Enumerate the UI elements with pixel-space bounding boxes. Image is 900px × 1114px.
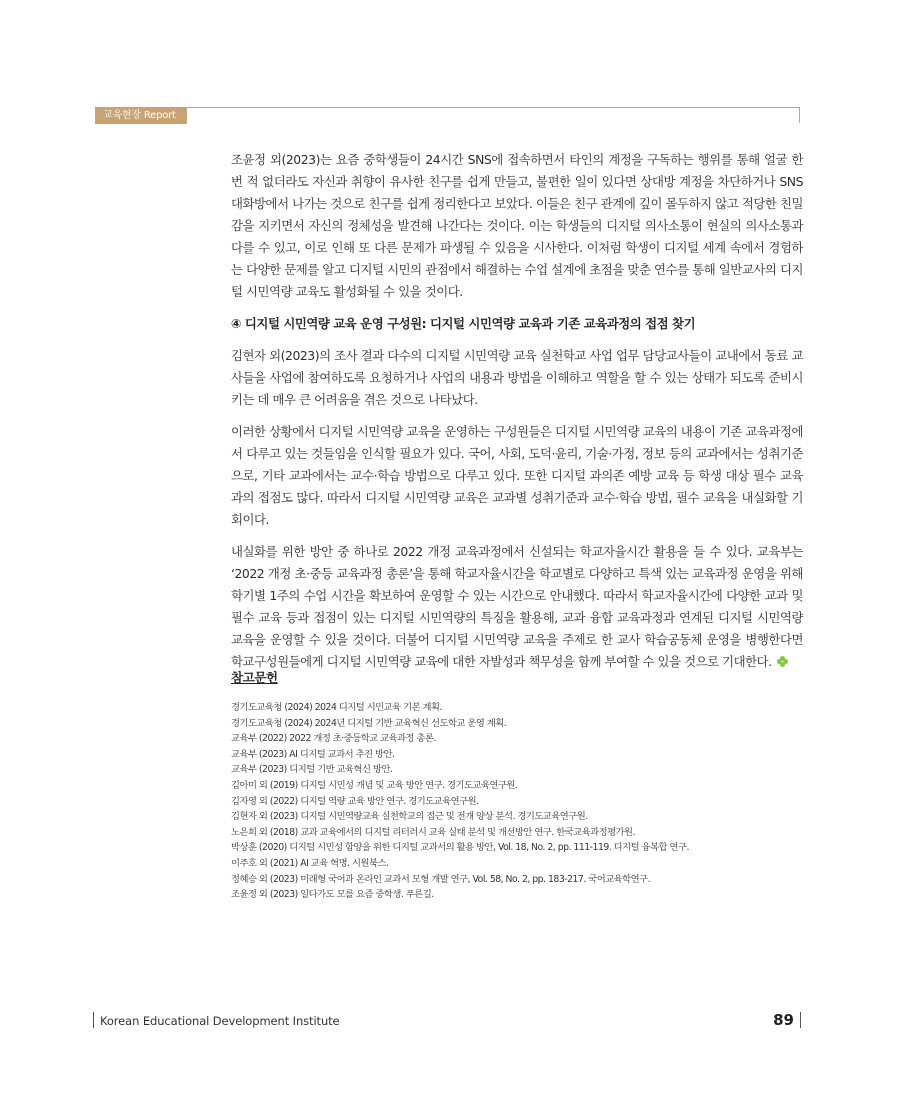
paragraph: 이러한 상황에서 디지털 시민역량 교육을 운영하는 구성원들은 디지털 시민역량 교육의 내용이 기존 교육과정에서 다루고 있는 것들임을 인식할 필요가 있다. 국어, 사회, 도덕·윤리, 기술·가정, 정보 등의 교과에서는 성취기준으로, 기타 교과에서는 교수·학습 방법으로 다루고 있다. 또한 디지털 과의존 예방 교육 등 학생 대상 필수 교육과의 접점도 많다. 따라서 디지털 시민역량 교육은 교과별 성취기준과 교수·학습 방법, 필수 교육을 내실화할 기회이다. (231, 424, 803, 527)
references-title: 참고문헌 (231, 670, 278, 685)
reference-item: 경기도교육청 (2024) 2024년 디지털 기반 교육혁신 선도학교 운영 계획. (231, 717, 507, 729)
clover-icon (776, 655, 789, 668)
references-section (231, 668, 803, 903)
header-rule-end (799, 107, 800, 123)
reference-item: 교육부 (2023) AI 디지털 교과서 추진 방안. (231, 748, 395, 760)
footer-rule-right (800, 1012, 801, 1028)
reference-item: 교육부 (2023) 디지털 기반 교육혁신 방안. (231, 764, 393, 776)
paragraph: 조윤정 외(2023)는 요즘 중학생들이 24시간 SNS에 접속하면서 타인의 계정을 구독하는 행위를 통해 얼굴 한 번 적 없더라도 자신과 취향이 유사한 친구를 쉽게 만들고, 불편한 일이 있다면 상대방 계정을 차단하거나 SNS 대화방에서 나가는 것으로 친구를 쉽게 정리한다고 보았다. 이들은 친구 관계에 깊이 몰두하지 않고 적당한 친밀감을 지키면서 자신의 정체성을 발견해 나간다는 것이다. 이는 학생들의 디지털 의사소통이 현실의 의사소통과 다를 수 있고, 이로 인해 또 다른 문제가 파생될 수 있음을 시사한다. 이처럼 학생이 디지털 세계 속에서 경험하는 다양한 문제를 알고 디지털 시민의 관점에서 해결하는 수업 설계에 초점을 맞춘 연수를 통해 일반교사의 디지털 시민역량 교육도 활성화될 수 있을 것이다. (231, 152, 803, 299)
article-body (231, 149, 803, 683)
paragraph-last-text: 내실화를 위한 방안 중 하나로 2022 개정 교육과정에서 신설되는 학교자율시간 활용을 들 수 있다. 교육부는 ‘2022 개정 초·중등 교육과정 총론’을 통해 학교자율시간을 학교별로 다양하고 특색 있는 교육과정 운영을 위해 학기별 1주의 수업 시간을 확보하여 운영할 수 있는 시간으로 안내했다. 따라서 학교자율시간에 다양한 교과 및 필수 교육 등과 접점이 있는 디지털 시민역량의 특징을 활용해, 교과 융합 교육과정과 연계된 디지털 시민역량 교육을 운영할 수 있을 것이다. 더불어 디지털 시민역량 교육을 주제로 한 교사 학습공동체 운영을 병행한다면 학교구성원들에게 디지털 시민역량 교육에 대한 자발성과 책무성을 함께 부여할 수 있을 것으로 기대한다. (231, 544, 803, 669)
section-tag: 교육현장 Report (95, 107, 187, 124)
page-number: 89 (773, 1011, 794, 1029)
reference-item: 조윤정 외 (2023) 일다가도 모를 요즘 중학생. 푸른길. (231, 889, 434, 901)
reference-item: 교육부 (2022) 2022 개정 초·중등학교 교육과정 총론. (231, 733, 436, 745)
reference-item: 김아미 외 (2019) 디지털 시민성 개념 및 교육 방안 연구. 경기도교육연구원. (231, 779, 518, 791)
section-heading: ④ 디지털 시민역량 교육 운영 구성원: 디지털 시민역량 교육과 기존 교육과정의 접점 찾기 (231, 316, 696, 331)
reference-item: 김현자 외 (2023) 디지털 시민역량교육 실천학교의 접근 및 전개 양상 분석. 경기도교육연구원. (231, 811, 588, 823)
reference-item: 박상훈 (2020) 디지털 시민성 함양을 위한 디지털 교과서의 활용 방안, Vol. 18, No. 2, pp. 111-119. 디지털 융복합 연구. (231, 842, 689, 854)
reference-item: 김자영 외 (2022) 디지털 역량 교육 방안 연구. 경기도교육연구원. (231, 795, 479, 807)
reference-item: 노은희 외 (2018) 교과 교육에서의 디지털 리터러시 교육 실태 분석 및 개선방안 연구. 한국교육과정평가원. (231, 826, 635, 838)
footer-rule-left (93, 1012, 94, 1028)
reference-item: 이주호 외 (2021) AI 교육 혁명. 시원북스. (231, 857, 389, 869)
footer-institution: Korean Educational Development Institute (100, 1014, 340, 1028)
paragraph: 김현자 외(2023)의 조사 결과 다수의 디지털 시민역량 교육 실천학교 사업 업무 담당교사들이 교내에서 동료 교사들을 사업에 참여하도록 요청하거나 사업의 내용과 방법을 이해하고 역할을 할 수 있는 상태가 되도록 준비시키는 데 매우 큰 어려움을 겪은 것으로 나타났다. (231, 348, 803, 407)
reference-item: 정혜승 외 (2023) 미래형 국어과 온라인 교과서 모형 개발 연구, Vol. 58, No. 2, pp. 183-217. 국어교육학연구. (231, 873, 651, 885)
paragraph-last (231, 541, 803, 673)
reference-item: 경기도교육청 (2024) 2024 디지털 시민교육 기본 계획. (231, 702, 442, 713)
header-rule (187, 107, 800, 108)
